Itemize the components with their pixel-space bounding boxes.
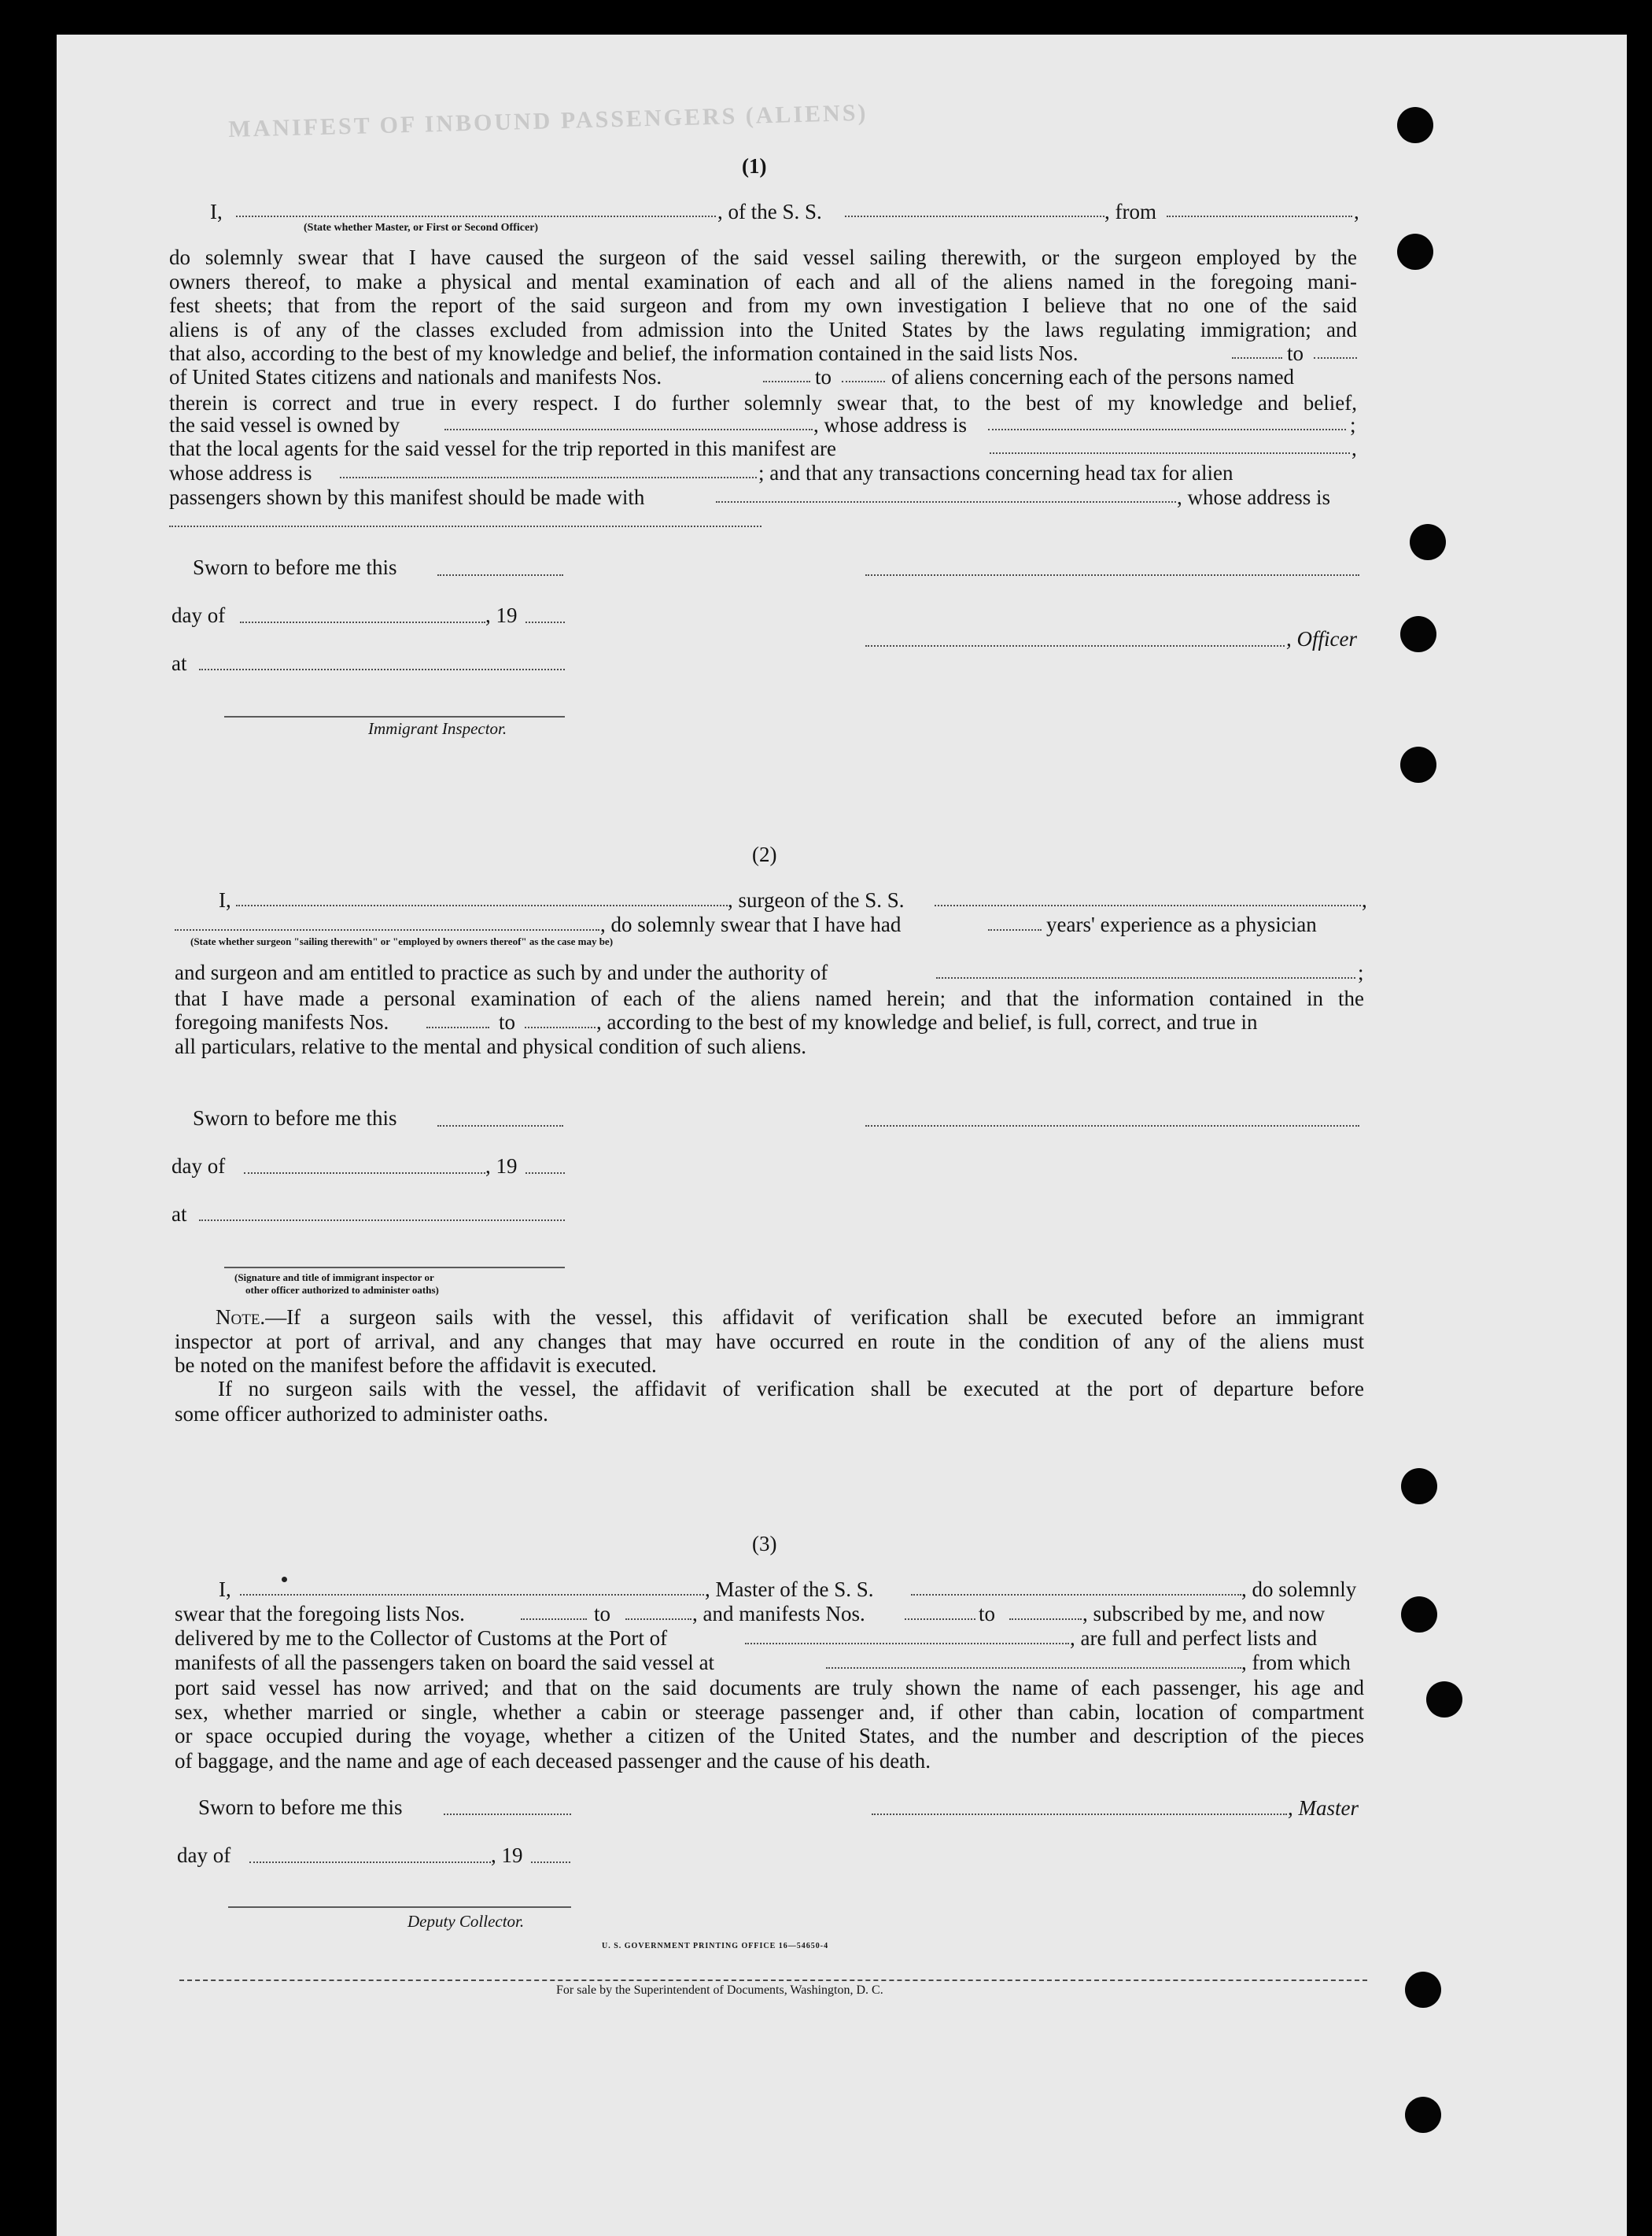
s3-line: port said vessel has now arrived; and that on the said documents are truly shown the name of each passenger, his age and <box>175 1676 1364 1699</box>
s1-line9b: , <box>1351 437 1357 460</box>
s3-master: , Master <box>1288 1796 1359 1820</box>
manifests-nos-to-field[interactable] <box>842 381 885 382</box>
s3-ship-name-field[interactable] <box>911 1594 1241 1596</box>
lists-nos-from-field[interactable] <box>1232 357 1282 359</box>
s1-line11b: , whose address is <box>1177 485 1330 509</box>
s2-note-line4: If no surgeon sails with the vessel, the affidavit of verification shall be executed at the port of departure before <box>218 1377 1364 1400</box>
footer-rule <box>179 1980 1367 1981</box>
s2-sworn-date-field[interactable] <box>437 1125 563 1127</box>
s2-sig-caption-2: other officer authorized to administer oaths) <box>245 1284 439 1296</box>
owner-address-field[interactable] <box>988 429 1346 430</box>
s3-year-field[interactable] <box>531 1861 570 1863</box>
s2-line3b: ; <box>1358 961 1364 984</box>
s3-lists-to-field[interactable] <box>625 1618 691 1620</box>
s3-line: sex, whether married or single, whether a cabin or steerage passenger and, if other than cabin, location of compartment <box>175 1699 1364 1724</box>
s1-sworn-date-field[interactable] <box>437 574 563 576</box>
s2-note-4-wrap <box>175 1377 1364 1401</box>
s2-line5c: , according to the best of my knowledge and belief, is full, correct, and true in <box>596 1010 1258 1034</box>
punch-hole <box>1401 1468 1437 1504</box>
s3-line3a: delivered by me to the Collector of Customs at the Port of <box>175 1626 668 1650</box>
s2-manifests-from-field[interactable] <box>426 1027 489 1028</box>
s1-place-field[interactable] <box>199 669 565 670</box>
surgeon-status-field[interactable] <box>175 929 599 931</box>
s3-manifests-to-field[interactable] <box>1009 1618 1082 1620</box>
s1-i: I, <box>210 200 223 223</box>
s1-line5b: to <box>1287 341 1304 365</box>
s3-day-of: day of <box>177 1843 231 1867</box>
s1-line9a: that the local agents for the said vessel for the trip reported in this manifest are <box>169 437 836 460</box>
s3-manifests-from-field[interactable] <box>905 1618 975 1620</box>
s1-from: , from <box>1104 200 1156 223</box>
s1-line6c: of aliens concerning each of the persons named <box>891 365 1295 389</box>
s3-ink-dot <box>282 1577 287 1582</box>
s2-note-line1 <box>175 1305 1364 1330</box>
s1-inspector: Immigrant Inspector. <box>368 719 507 738</box>
s1-day-of: day of <box>171 603 226 627</box>
comma: , <box>1354 200 1359 223</box>
faded-header: MANIFEST OF INBOUND PASSENGERS (ALIENS) <box>228 99 868 142</box>
s1-line10b: ; and that any transactions concerning head tax for alien <box>758 461 1233 485</box>
s2-sig-caption-1: (Signature and title of immigrant inspector or <box>234 1271 434 1283</box>
s1-year: , 19 <box>485 603 518 627</box>
punch-hole <box>1401 1596 1437 1633</box>
s2-ship-name-field[interactable] <box>935 905 1361 906</box>
lists-nos-to-field[interactable] <box>1314 357 1357 359</box>
s2-place-field[interactable] <box>199 1219 565 1221</box>
manifests-nos-from-field[interactable] <box>763 381 810 382</box>
s3-line2e: , subscribed by me, and now <box>1082 1602 1326 1625</box>
agents-address-field[interactable] <box>340 477 757 478</box>
s1-line: aliens is of any of the classes excluded from admission into the United States by the laws regulating immigration; and <box>169 317 1357 341</box>
authority-field[interactable] <box>936 977 1355 979</box>
master-name-field[interactable] <box>240 1594 704 1596</box>
embarkation-port-field[interactable] <box>826 1667 1241 1669</box>
s1-line7: therein is correct and true in every respect. I do further solemnly swear that, to the best of my knowledge and belief, <box>169 391 1357 415</box>
s2-year-field[interactable] <box>525 1172 565 1174</box>
s2-day-month-field[interactable] <box>244 1172 485 1174</box>
s1-line7-wrap <box>169 391 1357 415</box>
s2-signature-field[interactable] <box>865 1125 1359 1127</box>
s2-at: at <box>171 1202 187 1226</box>
s2-note-line3: be noted on the manifest before the affidavit is executed. <box>175 1353 657 1377</box>
s2-line4-wrap <box>175 987 1364 1011</box>
s2-note <box>175 1305 1364 1353</box>
s3-line: or space occupied during the voyage, whether a citizen of the United States, and the number and description of the pieces <box>175 1724 1364 1747</box>
s1-line8c: ; <box>1350 413 1356 437</box>
s2-swear-a: , do solemnly swear that I have had <box>600 913 902 936</box>
s3-line3b: , are full and perfect lists and <box>1070 1626 1318 1650</box>
printing-office-imprint: U. S. GOVERNMENT PRINTING OFFICE 16—54650-4 <box>602 1942 829 1950</box>
surgeon-caption: (State whether surgeon "sailing therewith" or "employed by owners thereof" as the case may be) <box>190 935 614 947</box>
s2-manifests-to-field[interactable] <box>525 1027 596 1028</box>
section-1-number: (1) <box>742 154 767 178</box>
years-experience-field[interactable] <box>988 929 1042 931</box>
officer-caption: (State whether Master, or First or Second Officer) <box>304 222 539 234</box>
s3-deputy-line <box>228 1906 571 1908</box>
punch-hole <box>1400 747 1436 783</box>
s1-sworn: Sworn to before me this <box>193 555 397 579</box>
s1-line: fest sheets; that from the report of the said surgeon and from my own investigation I believe that no one of the said <box>169 293 1357 317</box>
s3-line2d: to <box>979 1602 996 1625</box>
s1-year-field[interactable] <box>525 622 565 623</box>
s2-i: I, <box>219 888 231 912</box>
s1-line8b: , whose address is <box>813 413 967 437</box>
s2-note-line5: some officer authorized to administer oaths. <box>175 1402 548 1426</box>
s3-line8: of baggage, and the name and age of each deceased passenger and the cause of his death. <box>175 1749 931 1773</box>
punch-hole <box>1426 1681 1462 1718</box>
s3-lists-from-field[interactable] <box>521 1618 587 1620</box>
s1-line: do solemnly swear that I have caused the surgeon of the said vessel sailing therewith, or the surgeon employed by the <box>169 245 1357 269</box>
s1-line10a: whose address is <box>169 461 312 485</box>
head-tax-contact-field[interactable] <box>716 501 1176 503</box>
local-agents-field[interactable] <box>990 452 1350 454</box>
s2-inspector-line <box>224 1267 565 1268</box>
officer-name-field[interactable] <box>236 216 716 217</box>
s2-day-of: day of <box>171 1154 226 1178</box>
s2-line5a: foregoing manifests Nos. <box>175 1010 389 1034</box>
s2-line3a: and surgeon and am entitled to practice as such by and under the authority of <box>175 961 828 984</box>
section-1-body <box>169 245 1357 341</box>
s2-comma: , <box>1362 888 1367 912</box>
s3-sworn-date-field[interactable] <box>444 1814 571 1815</box>
s1-inspector-line <box>224 716 565 718</box>
s1-line6b: to <box>815 365 832 389</box>
s1-line5a: that also, according to the best of my knowledge and belief, the information contained in the said lists Nos. <box>169 341 1079 365</box>
s3-master-of: , Master of the S. S. <box>705 1577 874 1601</box>
s1-signature-field[interactable] <box>865 574 1359 576</box>
s1-day-month-field[interactable] <box>240 622 485 623</box>
s3-line4b: , from which <box>1241 1651 1351 1674</box>
s2-sworn: Sworn to before me this <box>193 1106 397 1130</box>
s3-do-solemnly: , do solemnly <box>1241 1577 1357 1601</box>
section-3-number: (3) <box>752 1532 777 1555</box>
ship-name-field[interactable] <box>845 216 1104 217</box>
s3-day-month-field[interactable] <box>249 1861 491 1863</box>
section-3-body <box>175 1676 1364 1748</box>
s3-line2c: , and manifests Nos. <box>692 1602 865 1625</box>
section-2-number: (2) <box>752 843 777 866</box>
s3-i: I, <box>219 1577 231 1601</box>
s1-line11a: passengers shown by this manifest should be made with <box>169 485 645 509</box>
officer-signature-field[interactable] <box>865 645 1285 647</box>
s1-line6a: of United States citizens and nationals and manifests Nos. <box>169 365 662 389</box>
s3-line2b: to <box>594 1602 611 1625</box>
s3-deputy: Deputy Collector. <box>407 1912 525 1931</box>
s3-sworn: Sworn to before me this <box>198 1795 403 1819</box>
punch-hole <box>1397 107 1433 143</box>
s2-swear-b: years' experience as a physician <box>1046 913 1317 936</box>
punch-hole <box>1410 524 1446 560</box>
s2-line6: all particulars, relative to the mental and physical condition of such aliens. <box>175 1035 806 1058</box>
s1-officer: , Officer <box>1286 627 1357 651</box>
s3-line2a: swear that the foregoing lists Nos. <box>175 1602 465 1625</box>
surgeon-name-field[interactable] <box>236 905 728 906</box>
from-port-field[interactable] <box>1167 216 1352 217</box>
s1-of-ss: , of the S. S. <box>717 200 822 223</box>
s2-line5b: to <box>499 1010 516 1034</box>
note-text: —If a surgeon sails with the vessel, this affidavit of verification shall be executed before an immigrant <box>265 1305 1364 1329</box>
s3-line4a: manifests of all the passengers taken on board the said vessel at <box>175 1651 715 1674</box>
punch-hole <box>1405 2097 1441 2133</box>
s2-surgeon-of: , surgeon of the S. S. <box>728 888 905 912</box>
s1-line8a: the said vessel is owned by <box>169 413 400 437</box>
port-of-arrival-field[interactable] <box>745 1643 1069 1644</box>
punch-hole <box>1405 1972 1441 2008</box>
for-sale-note: For sale by the Superintendent of Documents, Washington, D. C. <box>556 1983 883 1997</box>
master-signature-field[interactable] <box>872 1814 1287 1815</box>
s2-line4: that I have made a personal examination of each of the aliens named herein; and that the information contained in the <box>175 987 1364 1010</box>
punch-hole <box>1400 616 1436 652</box>
s3-year: , 19 <box>491 1843 523 1867</box>
s1-at: at <box>171 651 187 675</box>
s2-note-line2: inspector at port of arrival, and any changes that may have occurred en route in the condition of any of the aliens must <box>175 1329 1364 1353</box>
note-label: Note. <box>216 1305 266 1329</box>
head-tax-address-field[interactable] <box>169 526 761 527</box>
punch-hole <box>1397 234 1433 270</box>
s2-year: , 19 <box>485 1154 518 1178</box>
s1-line: owners thereof, to make a physical and mental examination of each and all of the aliens named in the foregoing mani- <box>169 269 1357 293</box>
owner-field[interactable] <box>444 429 813 430</box>
